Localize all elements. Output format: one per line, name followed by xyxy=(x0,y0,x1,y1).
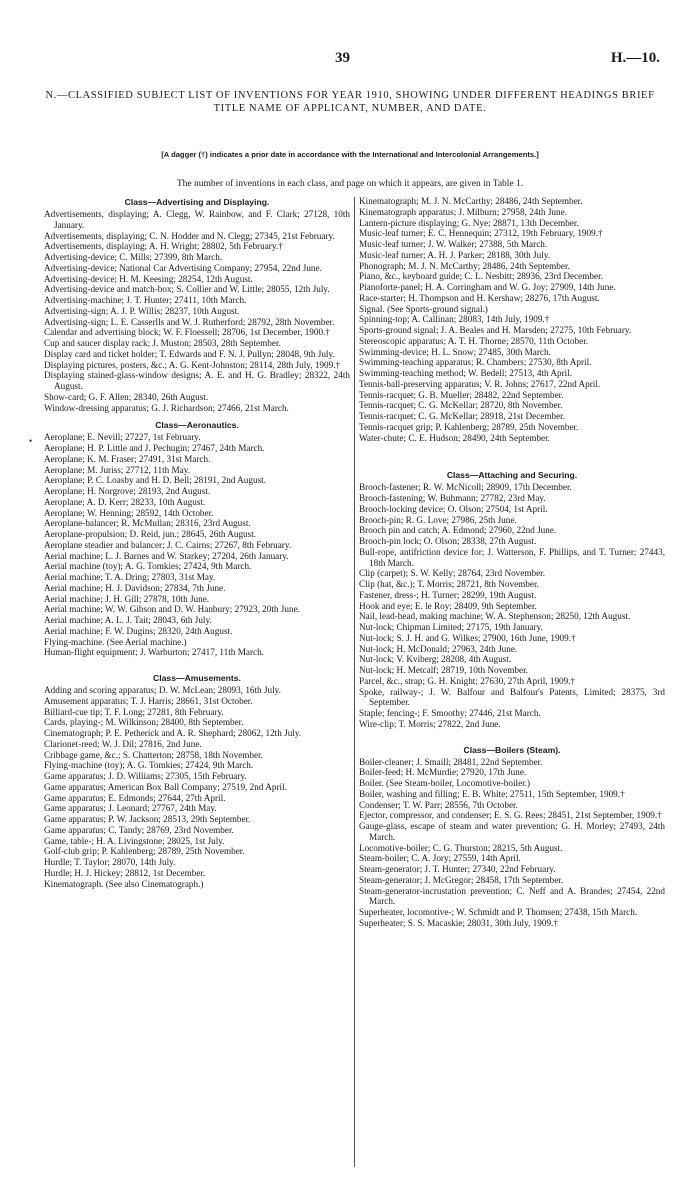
list-item: Superheater, locomotive-; W. Schmidt and P. Thomsen; 27438, 15th March. xyxy=(359,907,638,917)
list-item: Music-leaf turner; J. W. Walker; 27388, 5th March. xyxy=(359,239,548,249)
list-item: Aerial machine; A. L. J. Tait; 28043, 6th July. xyxy=(44,615,212,625)
section-heading: Class—Attaching and Securing. xyxy=(446,470,578,481)
list-item: Clip (hat, &c.); T. Morris; 28721, 8th November. xyxy=(359,579,539,589)
list-item: Bull-rope, antifriction device for; J. Watterson, F. Phillips, and T. Turner; 27443, 18th March. xyxy=(359,546,665,568)
list-item: Tennis-ball-preserving apparatus; V. R. Johns; 27617, 22nd April. xyxy=(359,378,601,389)
list-item: Cup and saucer display rack; J. Muston; 28503, 28th September. xyxy=(44,338,281,348)
section-boilers-steam xyxy=(359,744,665,929)
page-number: 39 xyxy=(335,50,350,66)
section-heading: Class—Amusements. xyxy=(153,673,241,683)
list-item: Stereoscopic apparatus; A. T. H. Thorne; 28570, 11th October. xyxy=(359,335,589,346)
list-item: Boiler-feed; H. McMurdie; 27920, 17th June. xyxy=(359,767,527,778)
section-continued xyxy=(359,196,665,443)
list-item: Hurdle; T. Taylor; 28070, 14th July. xyxy=(44,857,176,867)
list-item: Display card and ticket holder; T. Edwards and F. N. J. Pullyn; 28048, 9th July. xyxy=(44,348,335,359)
list-item: Spoke, railway-; J. W. Balfour and Balfour's Patents, Limited; 28375, 3rd September. xyxy=(359,686,665,708)
section-heading: Class—Aeronautics. xyxy=(155,420,239,431)
list-item: Water-chute; C. E. Hudson; 28490, 24th September. xyxy=(359,432,550,443)
list-item: Wire-clip; T. Morris; 27822, 2nd June. xyxy=(359,718,501,729)
list-item: Advertising-device; H. M. Keesing; 28254, 12th August. xyxy=(44,273,253,284)
list-item: Advertising-sign; A. J. P. Willis; 28237, 10th August. xyxy=(44,305,240,316)
list-item: Game apparatus; American Box Ball Company; 27519, 2nd April. xyxy=(44,781,287,792)
list-item: Nut-lock; Chipman Limited; 27175, 19th January. xyxy=(359,622,543,632)
list-item: Condenser; T. W. Parr; 28556, 7th October. xyxy=(359,799,518,810)
list-item: Cribbage game, &c.; S. Chatterton; 28758, 18th November. xyxy=(44,749,263,760)
section-amusements xyxy=(44,672,350,889)
list-item: Fastener, dress-; H. Turner; 28299, 19th August. xyxy=(359,589,537,600)
list-item: Flying-machine. (See Aerial machine.) xyxy=(44,636,187,647)
list-item: Aeroplane; E. Nevill; 27227, 1st February. xyxy=(44,432,201,443)
list-item: Aerial machine; T. A. Dring; 27803, 31st May. xyxy=(44,572,216,582)
list-item: Swimming-teaching method; W. Bedell; 27513, 4th April. xyxy=(359,368,573,378)
list-item: Parcel, &c., strap; G. H. Knight; 27630, 27th April, 1909.† xyxy=(359,675,576,686)
list-item: Locomotive-boiler; C. G. Thurston; 28215, 5th August. xyxy=(359,842,563,853)
list-item: Ejector, compressor, and condenser; E. S. G. Rees; 28451, 21st September, 1909.† xyxy=(359,810,662,821)
list-item: Signal. (See Sports-ground signal.) xyxy=(359,303,488,314)
section-aeronautics xyxy=(44,419,350,658)
list-item: Clip (carpet); S. W. Kelly; 28764, 23rd November. xyxy=(359,568,546,579)
list-item: Clarionet-reed; W. J. Dil; 27816, 2nd June. xyxy=(44,738,202,749)
list-item: Aerial machine; W. W. Gibson and D. W. Hanbury; 27923, 20th June. xyxy=(44,604,300,615)
list-item: Steam-generator; J. McGregor; 28458, 17th September. xyxy=(359,874,564,885)
list-item: Displaying stained-glass-window designs; A. E. and H. G. Bradley; 28322, 24th August. xyxy=(44,370,350,391)
list-item: Steam-generator; J. T. Hunter; 27340, 22nd February. xyxy=(359,864,556,874)
list-item: Nut-lock; S. J. H. and G. Wilkes; 27900, 16th June, 1909.† xyxy=(359,632,576,643)
list-item: Brooch-pin lock; O. Olson; 28338, 27th August. xyxy=(359,536,537,546)
list-item: Game apparatus; C. Tandy; 28769, 23rd November. xyxy=(44,824,234,835)
list-item: Tennis-racquet; G. B. Mueller; 28482, 22nd September. xyxy=(359,389,564,400)
list-item: Lantern-picture displaying; G. Nye; 28871, 13th December. xyxy=(359,217,579,228)
list-item: Aerial machine; H. J. Davidson; 27834, 7th June. xyxy=(44,582,226,593)
list-item: Adding and scoring apparatus; D. W. McLean; 28093, 16th July. xyxy=(44,685,281,695)
list-item: Music-leaf turner; E. C. Hennequin; 27312, 19th February, 1909.† xyxy=(359,228,603,239)
list-item: Tennis-racquet; C. G. McKellar; 28918, 21st December. xyxy=(359,411,566,421)
list-item: Boiler, washing and filling; E. B. White; 27511, 15th September, 1909.† xyxy=(359,788,625,799)
list-item: Music-leaf turner; A. H. J. Parker; 28188, 30th July. xyxy=(359,249,551,260)
list-item: Gauge-glass, escape of steam and water prevention; G. H. Morley; 27493, 24th March. xyxy=(359,821,665,842)
list-item: Aeroplane-propulsion; D. Reid, jun.; 28645, 26th August. xyxy=(44,529,257,539)
list-item: Advertisements, displaying; A. Clegg, W. Rainbow, and F. Clark; 27128, 10th January. xyxy=(44,209,350,230)
list-item: Boiler-cleaner; J. Smaill; 28481, 22nd September. xyxy=(359,756,543,767)
list-item: Flying-machine (toy); A. G. Tomkies; 27424, 9th March. xyxy=(44,760,254,771)
list-item: Amusement apparatus; T. J. Harris; 28661, 31st October. xyxy=(44,695,253,706)
list-item: Aerial machine; L. J. Barnes and W. Starkey; 27204, 26th January. xyxy=(44,550,289,561)
margin-bullet: • xyxy=(29,436,33,446)
list-item: Kinematograph; M. J. N. McCarthy; 28486, 24th September. xyxy=(359,196,583,206)
list-item: Pianoforte-panel; H. A. Corringham and W. G. Joy; 27909, 14th June. xyxy=(359,282,616,292)
list-item: Brooch-pin; R. G. Love; 27986, 25th June. xyxy=(359,514,517,525)
list-item: Aerial machine; J. H. Gill; 27878, 10th June. xyxy=(44,593,210,604)
list-item: Aeroplane; A. D. Kerr; 28233, 10th August. xyxy=(44,496,206,507)
list-item: Aeroplane; H. P. Little and J. Pechugin; 27467, 24th March. xyxy=(44,443,265,453)
list-item: Advertising-device and match-box; S. Collier and W. Little; 28055, 12th July. xyxy=(44,284,330,295)
page-title: N.—CLASSIFIED SUBJECT LIST OF INVENTIONS FOR YEAR 1910, SHOWING UNDER DIFFERENT HEADINGS BRIEF TITLE NAME OF APPLICANT, NUMBER, AND DATE. xyxy=(45,90,655,114)
list-item: Aeroplane; K. M. Fraser; 27491, 31st March. xyxy=(44,453,211,464)
list-item: Hook and eye; E. le Roy; 28409, 9th September. xyxy=(359,600,537,611)
list-item: Aeroplane steadier and balancer; J. C. Cairns; 27267, 8th February. xyxy=(44,539,292,550)
dagger-note: [A dagger (†) indicates a prior date in accordance with the International and Intercolonial Arrangements.] xyxy=(161,150,539,159)
list-item: Piano, &c., keyboard guide; C. L. Nesbitt; 28936, 23rd December. xyxy=(359,271,603,282)
list-item: Swimming-teaching apparatus; R. Chambers; 27530, 8th April. xyxy=(359,357,592,368)
list-item: Nut-lock; V. Kviberg; 28208, 4th August. xyxy=(359,654,512,665)
list-item: Game apparatus; E. Edmonds; 27644, 27th April. xyxy=(44,792,226,803)
list-item: Aeroplane; H. Norgrove; 28193, 2nd August. xyxy=(44,486,211,496)
list-item: Nut-lock; H. Metcalf; 28719, 10th November. xyxy=(359,665,528,675)
list-item: Advertisements, displaying; C. N. Hodder and N. Clegg; 27345, 21st February. xyxy=(44,230,335,241)
list-item: Tennis-racquet grip; P. Kahlenberg; 28789, 25th November. xyxy=(359,421,579,432)
list-item: Advertising-device; National Car Advertising Company; 27954, 22nd June. xyxy=(44,262,322,273)
column-divider xyxy=(354,197,355,1167)
list-item: Steam-generator-incrustation prevention; C. Neff and A. Brandes; 27454, 22nd March. xyxy=(359,885,665,907)
list-item: Game apparatus; P. W. Jackson; 28513, 29th September. xyxy=(44,814,251,824)
section-heading: Class—Advertising and Displaying. xyxy=(124,197,270,207)
list-item: Cards, playing-; M. Wilkinson; 28400, 8th September. xyxy=(44,717,244,728)
list-item: Kinematograph. (See also Cinematograph.) xyxy=(44,878,204,889)
list-item: Race-starter; H. Thompson and H. Kershaw; 28276, 17th August. xyxy=(359,292,600,303)
list-item: Advertising-device; C. Mills; 27399, 8th March. xyxy=(44,252,223,262)
section-advertising-and-displaying xyxy=(44,196,350,413)
list-item: Window-dressing apparatus; G. J. Richardson; 27466, 21st March. xyxy=(44,402,289,413)
list-item: Advertisements, displaying; A. H. Wright; 28802, 5th February.† xyxy=(44,241,283,252)
list-item: Show-card; G. F. Allen; 28340, 26th August. xyxy=(44,391,209,402)
list-item: Brooch-fastening; W. Buhmann; 27782, 23rd May. xyxy=(359,493,546,503)
list-item: Aeroplane-balancer; R. McMullan; 28316, 23rd August. xyxy=(44,518,251,529)
list-item: Nut-lock; H. McDonald; 27963, 24th June. xyxy=(359,643,518,654)
list-item: Game apparatus; J. D. Williams; 27305, 15th February. xyxy=(44,771,247,781)
list-item: Tennis-racquet; C. G. McKellar; 28720, 8th November. xyxy=(359,400,563,411)
list-item: Superheater; S. S. Macaskie; 28031, 30th July, 1909.† xyxy=(359,917,558,928)
list-item: Golf-club grip; P. Kahlenberg; 28789, 25th November. xyxy=(44,846,245,857)
list-item: Aeroplane; M. Juriss; 27712, 11th May. xyxy=(44,464,191,475)
list-item: Staple; fencing-; F. Smoothy; 27446, 21st March. xyxy=(359,708,541,718)
list-item: Swimming-device; H. L. Snow; 27485, 30th March. xyxy=(359,346,551,357)
left-column xyxy=(44,196,350,1176)
list-item: Brooch-fastener; R. W. McNicoll; 28909, 17th December. xyxy=(359,482,572,493)
list-item: Billiard-cue tip; T. F. Long; 27281, 8th February. xyxy=(44,706,224,717)
list-item: Aeroplane; P. C. Loasby and H. D. Bell; 28191, 2nd August. xyxy=(44,475,267,486)
list-item: Game apparatus; J. Leonard; 27767, 24th May. xyxy=(44,803,217,814)
list-item: Aeroplane; W. Henning; 28592, 14th October. xyxy=(44,507,214,518)
list-item: Human-flight equipment; J. Warburton; 27417, 11th March. xyxy=(44,647,264,658)
list-item: Advertising-sign; L. E. Casserlls and W. J. Rutherford; 28792, 28th November. xyxy=(44,316,335,327)
list-item: Hurdle; H. J. Hickey; 28812, 1st December. xyxy=(44,867,206,878)
list-item: Sports-ground signal; J. A. Beales and H. Marsden; 27275, 10th February. xyxy=(359,325,632,335)
list-item: Displaying pictures, posters, &c.; A. G. Kent-Johnston; 28114, 28th July, 1909.† xyxy=(44,359,341,370)
list-item: Brooch-locking device; O. Olson; 27504, 1st April. xyxy=(359,503,548,514)
document-reference: H.—10. xyxy=(610,50,660,66)
list-item: Steam-boiler; C. A. Jory; 27559, 14th April. xyxy=(359,853,521,864)
list-item: Nail, lead-head, making machine; W. A. Stephenson; 28250, 12th August. xyxy=(359,611,631,622)
list-item: Aerial machine (toy); A. G. Tomkies; 27424, 9th March. xyxy=(44,561,252,572)
list-item: Phonograph; M. J. N. McCarthy; 28486, 24th September. xyxy=(359,260,570,271)
list-item: Calendar and advertising block; W. F. Floessell; 28706, 1st December, 1900.† xyxy=(44,327,330,338)
intro-text: The number of inventions in each class, and page on which it appears, are given in Table 1. xyxy=(176,179,524,189)
list-item: Spinning-top; A. Callinan; 28083, 14th July, 1909.† xyxy=(359,314,550,325)
list-item: Brooch pin and catch; A. Edmond; 27960, 22nd June. xyxy=(359,525,557,536)
list-item: Aerial machine; F. W. Dugins; 28320, 24th August. xyxy=(44,625,233,636)
list-item: Boiler. (See Steam-boiler, Locomotive-boiler.) xyxy=(359,778,531,788)
right-column xyxy=(359,196,665,1176)
section-heading: Class—Boilers (Steam). xyxy=(463,744,561,755)
list-item: Kinematograph apparatus; J. Milburn; 27958, 24th June. xyxy=(359,206,567,217)
section-attaching-and-securing xyxy=(359,469,665,729)
list-item: Cinematograph; P. E. Petherick and A. R. Shephard; 28062, 12th July. xyxy=(44,728,302,738)
list-item: Game, table-; H. A. Livingstone; 28025, 1st July. xyxy=(44,835,225,846)
list-item: Advertising-machine; J. T. Hunter; 27411, 10th March. xyxy=(44,295,247,305)
